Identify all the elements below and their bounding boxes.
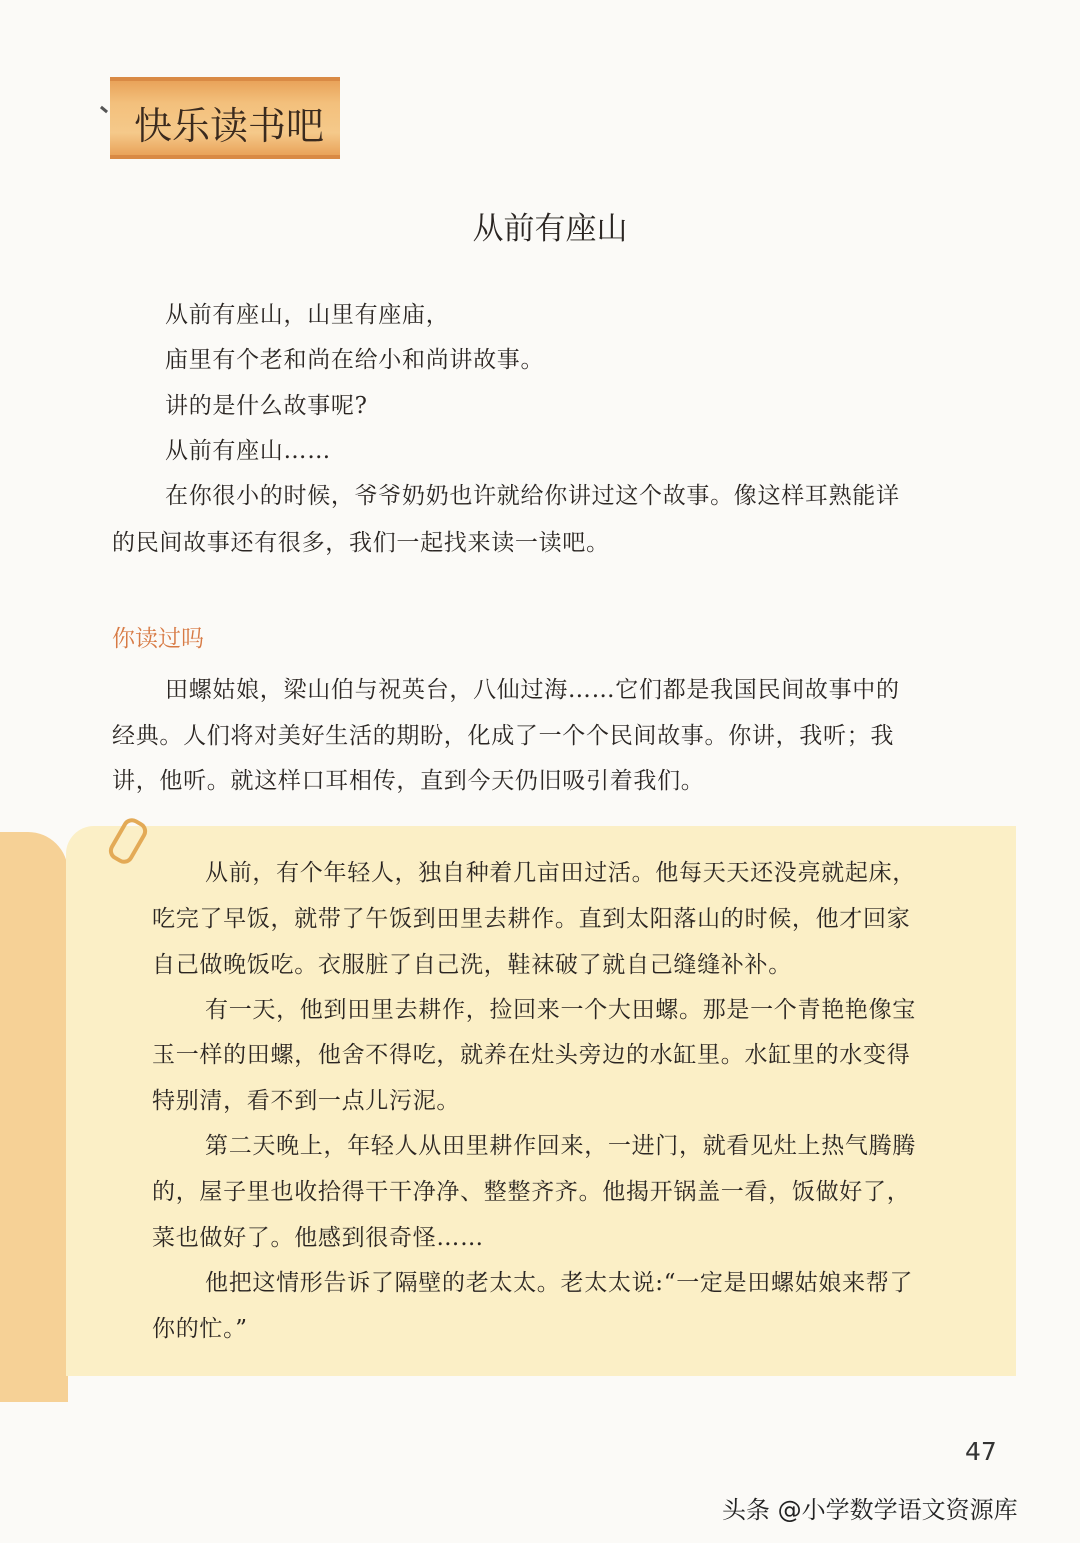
- story-line: 菜也做好了。他感到很奇怪……: [152, 1225, 484, 1251]
- intro-line: 在你很小的时候，爷爷奶奶也许就给你讲过这个故事。像这样耳熟能详: [165, 483, 900, 509]
- story-line: 第二天晚上，年轻人从田里耕作回来，一进门，就看见灶上热气腾腾: [205, 1133, 916, 1159]
- story-line: 你的忙。”: [152, 1316, 248, 1342]
- section-line: 讲，他听。就这样口耳相传，直到今天仍旧吸引着我们。: [112, 768, 705, 794]
- intro-line: 庙里有个老和尚在给小和尚讲故事。: [165, 347, 545, 373]
- intro-line: 从前有座山，山里有座庙，: [165, 302, 450, 328]
- intro-line: 讲的是什么故事呢?: [165, 393, 368, 419]
- story-line: 特别清，看不到一点儿污泥。: [152, 1088, 461, 1114]
- intro-line: 的民间故事还有很多，我们一起找来读一读吧。: [112, 530, 610, 556]
- story-line: 的，屋子里也收拾得干干净净、整整齐齐。他揭开锅盖一看，饭做好了，: [152, 1179, 911, 1205]
- decor-mark: [100, 106, 108, 113]
- story-line: 有一天，他到田里去耕作，捡回来一个大田螺。那是一个青艳艳像宝: [205, 997, 916, 1023]
- section-banner: [110, 77, 340, 159]
- banner-title: 快乐读书吧: [134, 104, 325, 148]
- watermark: 头条 @小学数学语文资源库: [722, 1496, 1018, 1524]
- box-tab: [0, 832, 68, 1402]
- story-line: 自己做晚饭吃。衣服脏了自己洗，鞋袜破了就自己缝缝补补。: [152, 952, 792, 978]
- story-line: 他把这情形告诉了隔壁的老太太。老太太说:“一定是田螺姑娘来帮了: [205, 1270, 914, 1296]
- story-line: 玉一样的田螺，他舍不得吃，就养在灶头旁边的水缸里。水缸里的水变得: [152, 1042, 911, 1068]
- section-heading: 你读过吗: [112, 626, 204, 652]
- story-line: 从前，有个年轻人，独自种着几亩田过活。他每天天还没亮就起床，: [205, 860, 916, 886]
- page-title: 从前有座山: [472, 211, 628, 247]
- section-line: 田螺姑娘，梁山伯与祝英台，八仙过海……它们都是我国民间故事中的: [165, 677, 900, 703]
- section-line: 经典。人们将对美好生活的期盼，化成了一个个民间故事。你讲，我听；我: [112, 723, 895, 749]
- page-number: 47: [965, 1437, 997, 1466]
- story-line: 吃完了早饭，就带了午饭到田里去耕作。直到太阳落山的时候，他才回家: [152, 906, 911, 932]
- intro-line: 从前有座山……: [165, 438, 331, 464]
